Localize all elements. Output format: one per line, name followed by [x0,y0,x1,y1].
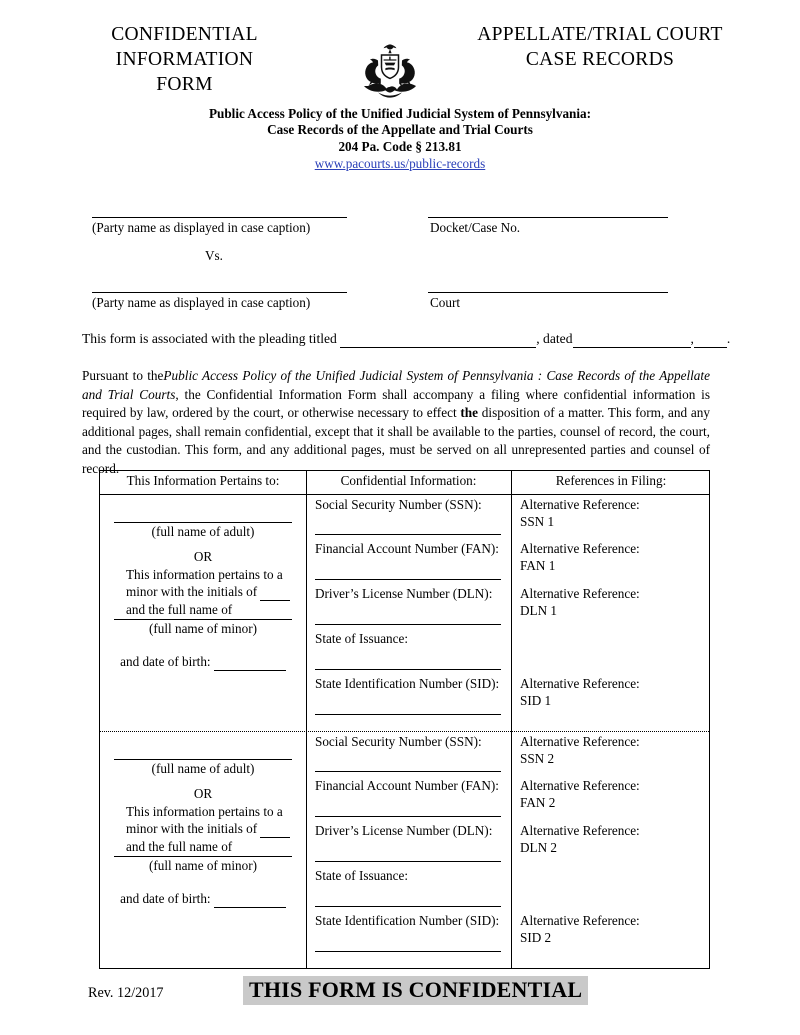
record-type-line-1: APPELLATE/TRIAL COURT [477,24,723,45]
instructions-paragraph [82,367,710,479]
block-1-field-input-dln[interactable] [315,624,501,625]
block-2-ref-prefix-sid: Alternative Reference: [520,913,640,928]
block-1-minor-initials-input[interactable] [260,583,290,601]
form-title-line-2: INFORMATION [115,49,254,70]
column-header-pertains-to: This Information Pertains to: [126,473,280,488]
block-2-field-label-sid: State Identification Number (SID): [315,913,500,928]
block-2-ref-value-fan: FAN 2 [520,794,556,810]
person-block-2 [100,731,709,968]
form-title-right [455,22,745,72]
block-1-field-label-ssn: Social Security Number (SSN): [315,497,482,512]
block-2-ref-prefix-fan: Alternative Reference: [520,778,640,793]
block-1-or-label: OR [193,549,213,564]
document-header [0,18,800,100]
pleading-period: . [726,331,731,346]
revision-label: Rev. 12/2017 [88,985,164,1001]
block-1-adult-name-input[interactable] [114,522,292,523]
court-input-line[interactable] [428,292,668,293]
docket-input-line[interactable] [428,217,668,218]
policy-code-citation: 204 Pa. Code § 213.81 [338,138,462,154]
pleading-year-input[interactable] [694,331,727,348]
pleading-comma: , [690,331,694,346]
block-2-references-cell [511,731,711,968]
block-2-field-label-fan: Financial Account Number (FAN): [315,778,499,793]
public-records-link[interactable]: www.pacourts.us/public-records [314,156,486,172]
pleading-prefix-text: This form is associated with the pleading titled [82,331,337,346]
form-title-line-3: FORM [156,74,213,95]
block-1-field-input-state-of-issuance[interactable] [315,669,501,670]
block-1-field-input-fan[interactable] [315,579,501,580]
confidential-banner: THIS FORM IS CONFIDENTIAL [243,976,588,1005]
block-2-confidential-fields-cell [306,731,511,968]
block-2-field-input-sid[interactable] [315,951,501,952]
form-title-line-1: CONFIDENTIAL [111,24,258,45]
block-2-dob-label: and date of birth: [120,891,211,906]
block-2-minor-initials-input[interactable] [260,820,290,838]
block-1-dob-input[interactable] [214,654,286,671]
policy-title-italic: Public Access Policy of the Unified Judicial System of Pennsylvania : Case Records of the Appellate and Trial Courts [82,368,710,402]
block-1-dob-label: and date of birth: [120,654,211,669]
policy-line-2: Case Records of the Appellate and Trial Courts [267,122,533,138]
block-1-confidential-fields-cell [306,494,511,731]
block-2-ref-value-ssn: SSN 2 [520,750,555,766]
instructions-prefix: Pursuant to the [82,368,164,383]
block-1-field-label-fan: Financial Account Number (FAN): [315,541,499,556]
block-1-references-cell [511,494,711,731]
block-2-ref-prefix-dln: Alternative Reference: [520,823,640,838]
block-2-field-input-fan[interactable] [315,816,501,817]
policy-citation [0,106,800,173]
block-2-minor-line-1: This information pertains to a [126,804,283,819]
block-1-ref-prefix-ssn: Alternative Reference: [520,497,640,512]
person-block-1 [100,494,709,731]
column-header-confidential-information: Confidential Information: [340,473,477,488]
block-2-field-input-state-of-issuance[interactable] [315,906,501,907]
court-label: Court [430,295,461,310]
block-2-adult-name-input[interactable] [114,759,292,760]
block-2-adult-caption: (full name of adult) [151,761,255,776]
block-2-field-label-state-of-issuance: State of Issuance: [315,868,409,883]
case-caption-section [0,200,800,315]
block-2-minor-name-input[interactable] [114,856,292,857]
confidential-information-table [99,470,710,969]
pleading-title-input[interactable] [340,331,536,348]
block-2-minor-line-3: and the full name of [126,839,233,855]
pennsylvania-coat-of-arms-icon [348,40,432,102]
block-2-field-input-dln[interactable] [315,861,501,862]
block-1-pertains-to-cell [100,494,306,731]
pleading-association-line [82,331,742,348]
block-2-ref-prefix-ssn: Alternative Reference: [520,734,640,749]
block-1-ref-value-sid: SID 1 [520,692,552,708]
block-2-field-label-ssn: Social Security Number (SSN): [315,734,482,749]
block-2-ref-value-sid: SID 2 [520,929,552,945]
instructions-tail: disposition of a matter. This form, and any additional pages, shall remain confidential, except that it shall be available to the parties, counsel of record, the court, and the custodian. This form, and any additional pages, must be served on all unrepresented parties and counsel of record. [82,405,710,476]
block-1-adult-caption: (full name of adult) [151,524,255,539]
block-1-field-label-sid: State Identification Number (SID): [315,676,500,691]
block-1-ref-prefix-dln: Alternative Reference: [520,586,640,601]
block-1-ref-prefix-sid: Alternative Reference: [520,676,640,691]
header-column-divider-2 [511,471,512,494]
block-2-ref-value-dln: DLN 2 [520,839,557,855]
block-1-field-label-state-of-issuance: State of Issuance: [315,631,409,646]
table-header-row [100,471,709,495]
table-body [100,494,709,968]
party2-input-line[interactable] [92,292,347,293]
block-1-minor-line-1: This information pertains to a [126,567,283,582]
column-header-references-in-filing: References in Filing: [555,473,667,488]
block-1-field-label-dln: Driver’s License Number (DLN): [315,586,493,601]
block-1-minor-caption: (full name of minor) [148,621,258,636]
block-2-minor-caption: (full name of minor) [148,858,258,873]
pleading-date-input[interactable] [573,331,691,348]
block-2-pertains-to-cell [100,731,306,968]
block-2-field-label-dln: Driver’s License Number (DLN): [315,823,493,838]
pleading-dated-text: , dated [536,331,573,346]
party1-input-line[interactable] [92,217,347,218]
block-1-field-input-ssn[interactable] [315,534,501,535]
record-type-line-2: CASE RECORDS [525,49,675,70]
block-1-minor-line-3: and the full name of [126,602,233,618]
block-1-ref-value-dln: DLN 1 [520,602,557,618]
party2-label: (Party name as displayed in case caption) [92,295,311,310]
block-1-minor-line-2: minor with the initials of [126,584,258,600]
block-1-minor-name-input[interactable] [114,619,292,620]
block-2-minor-line-2: minor with the initials of [126,821,258,837]
instructions-middle: , the Confidential Information Form shall accompany a filing where confidential information is required by law, ordered by the court, or otherwise necessary to effect [82,386,710,421]
block-2-dob-input[interactable] [214,891,286,908]
block-1-field-input-sid[interactable] [315,714,501,715]
versus-label: Vs. [205,248,223,263]
docket-label: Docket/Case No. [430,220,521,235]
policy-line-1: Public Access Policy of the Unified Judicial System of Pennsylvania: [208,106,592,121]
block-2-field-input-ssn[interactable] [315,771,501,772]
header-column-divider-1 [306,471,307,494]
block-1-ref-value-fan: FAN 1 [520,557,556,573]
block-1-ref-prefix-fan: Alternative Reference: [520,541,640,556]
instructions-bold-the: the [460,405,479,421]
block-1-ref-value-ssn: SSN 1 [520,513,555,529]
form-title-left [62,22,307,97]
party1-label: (Party name as displayed in case caption) [92,220,311,235]
block-2-or-label: OR [193,786,213,801]
